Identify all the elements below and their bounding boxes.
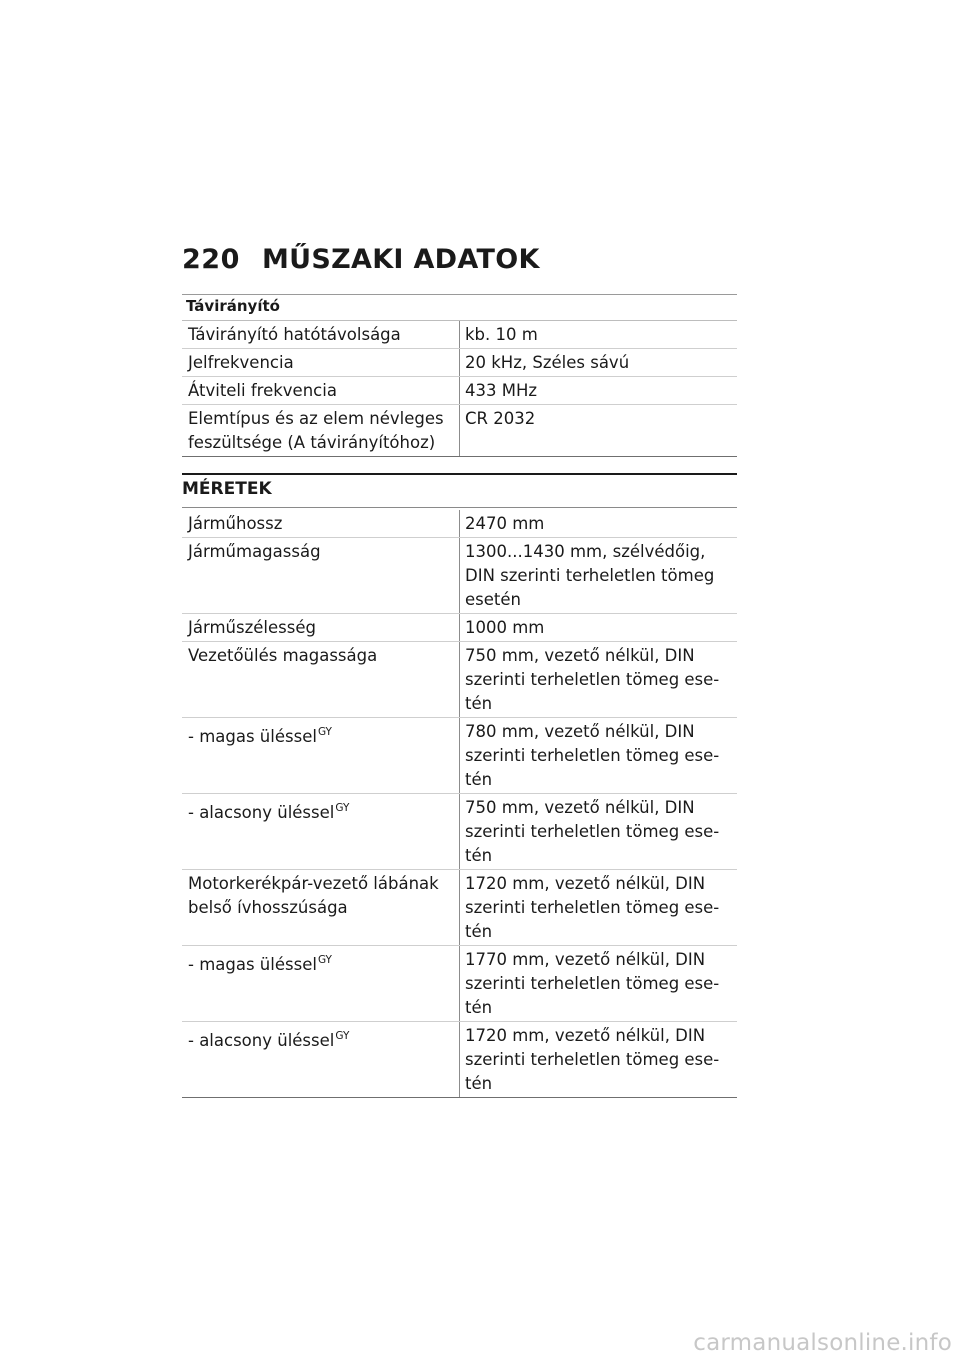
table-row xyxy=(182,1022,737,1098)
dimensions-rows xyxy=(182,510,737,1098)
dimensions-section-title: MÉRETEK xyxy=(182,473,737,508)
spec-label-text: - magas üléssel xyxy=(188,727,317,746)
spec-content xyxy=(182,294,737,1098)
spec-label xyxy=(182,794,460,869)
remote-control-table-title: Távirányító xyxy=(182,295,737,321)
spec-value: 750 mm, vezető nélkül, DIN szerinti terheletlen tömeg ese- tén xyxy=(465,646,720,713)
watermark: carmanualsonline.info xyxy=(693,1330,952,1356)
spec-value: 1770 mm, vezető nélkül, DIN szerinti terheletlen tömeg ese- tén xyxy=(465,950,720,1017)
spec-label xyxy=(182,1022,460,1097)
spec-label-text: Átviteli frekvencia xyxy=(188,381,337,400)
spec-value: 1000 mm xyxy=(465,618,545,637)
spec-label xyxy=(182,870,460,945)
spec-label-text: Motorkerékpár-vezető lábának belső ívhosszúsága xyxy=(188,874,439,917)
spec-value: 1300...1430 mm, szélvédőig, DIN szerinti terheletlen tömeg esetén xyxy=(465,542,715,609)
table-row xyxy=(182,870,737,946)
spec-label xyxy=(182,349,460,376)
table-row xyxy=(182,794,737,870)
spec-value: 780 mm, vezető nélkül, DIN szerinti terheletlen tömeg ese- tén xyxy=(465,722,720,789)
spec-label-text: Járműszélesség xyxy=(188,618,316,637)
spec-label xyxy=(182,538,460,613)
table-row xyxy=(182,510,737,538)
spec-value: 1720 mm, vezető nélkül, DIN szerinti terheletlen tömeg ese- tén xyxy=(465,874,720,941)
spec-label-text: - magas üléssel xyxy=(188,955,317,974)
optional-equipment-marker: GY xyxy=(335,1030,350,1042)
spec-value: 750 mm, vezető nélkül, DIN szerinti terheletlen tömeg ese- tén xyxy=(465,798,720,865)
spec-value: 433 MHz xyxy=(465,381,538,400)
spec-label xyxy=(182,377,460,404)
remote-control-rows xyxy=(182,321,737,457)
spec-label xyxy=(182,510,460,537)
spec-value: 20 kHz, Széles sávú xyxy=(465,353,630,372)
spec-label-text: Elemtípus és az elem névleges feszültsége (A távirányítóhoz) xyxy=(188,409,444,452)
optional-equipment-marker: GY xyxy=(317,726,332,738)
spec-value: kb. 10 m xyxy=(465,325,538,344)
page-header xyxy=(182,244,540,275)
spec-label xyxy=(182,614,460,641)
remote-control-table xyxy=(182,294,737,457)
table-row xyxy=(182,321,737,349)
spec-value: 1720 mm, vezető nélkül, DIN szerinti terheletlen tömeg ese- tén xyxy=(465,1026,720,1093)
table-row xyxy=(182,538,737,614)
spec-label-text: Vezetőülés magassága xyxy=(188,646,378,665)
page-number: 220 xyxy=(182,244,240,275)
spec-label-text: Jelfrekvencia xyxy=(188,353,294,372)
spec-label-text: - alacsony üléssel xyxy=(188,803,335,822)
optional-equipment-marker: GY xyxy=(317,954,332,966)
table-row xyxy=(182,642,737,718)
dimensions-table xyxy=(182,510,737,1098)
spec-label-text: Járműmagasság xyxy=(188,542,321,561)
table-row xyxy=(182,614,737,642)
spec-label-text: Távirányító hatótávolsága xyxy=(188,325,401,344)
spec-label xyxy=(182,321,460,348)
spec-value: CR 2032 xyxy=(465,409,536,428)
chapter-title: MŰSZAKI ADATOK xyxy=(262,244,540,275)
optional-equipment-marker: GY xyxy=(335,802,350,814)
table-row xyxy=(182,405,737,457)
spec-label-text: Járműhossz xyxy=(188,514,283,533)
table-row xyxy=(182,349,737,377)
table-row xyxy=(182,946,737,1022)
spec-label xyxy=(182,405,460,456)
table-row xyxy=(182,377,737,405)
spec-label xyxy=(182,642,460,717)
table-row xyxy=(182,718,737,794)
spec-value: 2470 mm xyxy=(465,514,545,533)
spec-label-text: - alacsony üléssel xyxy=(188,1031,335,1050)
spec-label xyxy=(182,718,460,793)
spec-label xyxy=(182,946,460,1021)
